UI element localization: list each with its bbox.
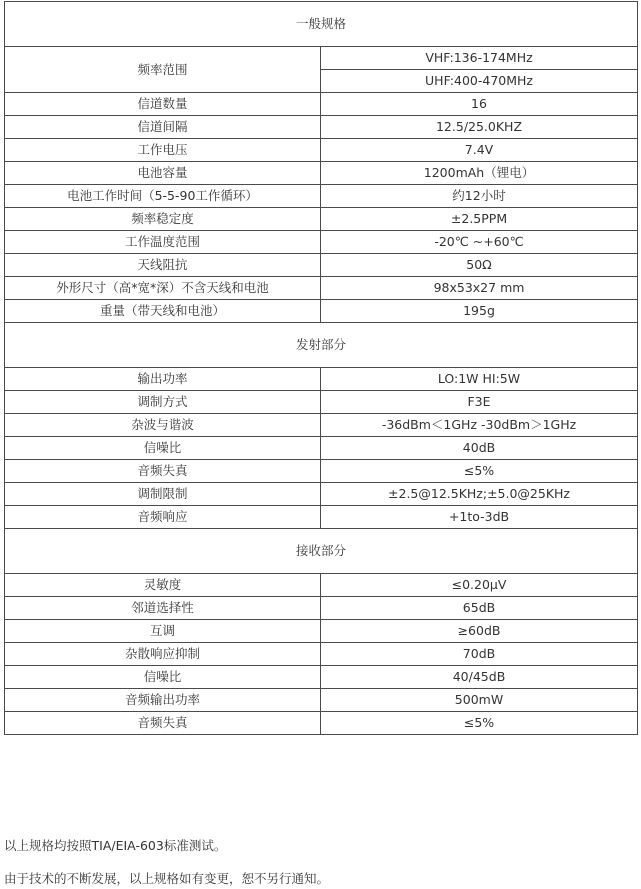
spec-label: 信道间隔 bbox=[5, 116, 321, 139]
spec-label: 调制方式 bbox=[5, 391, 321, 414]
spec-value: ≤5% bbox=[321, 460, 638, 483]
table-row bbox=[5, 139, 638, 162]
spec-label: 邻道选择性 bbox=[5, 597, 321, 620]
spec-value: 65dB bbox=[321, 597, 638, 620]
spec-label: 杂散响应抑制 bbox=[5, 643, 321, 666]
spec-label: 杂波与谐波 bbox=[5, 414, 321, 437]
spec-value: ≤0.20μV bbox=[321, 574, 638, 597]
table-row bbox=[5, 254, 638, 277]
spec-value: -20℃ ~+60℃ bbox=[321, 231, 638, 254]
table-row bbox=[5, 597, 638, 620]
table-row bbox=[5, 643, 638, 666]
spec-value: 50Ω bbox=[321, 254, 638, 277]
spec-value: 12.5/25.0KHZ bbox=[321, 116, 638, 139]
table-row bbox=[5, 93, 638, 116]
section-title: 接收部分 bbox=[5, 529, 638, 574]
spec-label: 信噪比 bbox=[5, 437, 321, 460]
spec-value: 7.4V bbox=[321, 139, 638, 162]
spec-label: 音频失真 bbox=[5, 460, 321, 483]
spec-value: UHF:400-470MHz bbox=[321, 70, 638, 93]
spec-value: 40dB bbox=[321, 437, 638, 460]
spec-label: 信道数量 bbox=[5, 93, 321, 116]
spec-value: 40/45dB bbox=[321, 666, 638, 689]
spec-value: ±2.5PPM bbox=[321, 208, 638, 231]
section-title: 一般规格 bbox=[5, 2, 638, 47]
spec-value: 70dB bbox=[321, 643, 638, 666]
spec-value: 500mW bbox=[321, 689, 638, 712]
section-title: 发射部分 bbox=[5, 323, 638, 368]
spec-value: 16 bbox=[321, 93, 638, 116]
spec-label: 音频失真 bbox=[5, 712, 321, 735]
spec-value: ±2.5@12.5KHz;±5.0@25KHz bbox=[321, 483, 638, 506]
table-row bbox=[5, 300, 638, 323]
spec-label: 互调 bbox=[5, 620, 321, 643]
spec-label: 重量（带天线和电池） bbox=[5, 300, 321, 323]
spec-label: 输出功率 bbox=[5, 368, 321, 391]
spec-value: F3E bbox=[321, 391, 638, 414]
spec-label: 外形尺寸（高*宽*深）不含天线和电池 bbox=[5, 277, 321, 300]
table-row bbox=[5, 231, 638, 254]
table-row bbox=[5, 368, 638, 391]
section-header-row bbox=[5, 2, 638, 47]
note-test-standard: 以上规格均按照TIA/EIA-603标准测试。 bbox=[4, 838, 227, 853]
spec-value: 1200mAh（锂电） bbox=[321, 162, 638, 185]
table-row bbox=[5, 506, 638, 529]
spec-label: 音频输出功率 bbox=[5, 689, 321, 712]
table-row bbox=[5, 574, 638, 597]
spec-value: +1to-3dB bbox=[321, 506, 638, 529]
table-row bbox=[5, 208, 638, 231]
table-row bbox=[5, 620, 638, 643]
table-row bbox=[5, 277, 638, 300]
table-row bbox=[5, 712, 638, 735]
spec-label: 电池容量 bbox=[5, 162, 321, 185]
spec-value: ≤5% bbox=[321, 712, 638, 735]
spec-value: 195g bbox=[321, 300, 638, 323]
table-row bbox=[5, 666, 638, 689]
spec-label: 信噪比 bbox=[5, 666, 321, 689]
spec-label: 灵敏度 bbox=[5, 574, 321, 597]
table-row bbox=[5, 437, 638, 460]
table-row bbox=[5, 460, 638, 483]
spec-value: 98x53x27 mm bbox=[321, 277, 638, 300]
note-change-disclaimer: 由于技术的不断发展，以上规格如有变更，恕不另行通知。 bbox=[4, 871, 330, 886]
section-header-row bbox=[5, 323, 638, 368]
spec-label: 工作温度范围 bbox=[5, 231, 321, 254]
table-row bbox=[5, 414, 638, 437]
spec-value: -36dBm＜1GHz -30dBm＞1GHz bbox=[321, 414, 638, 437]
spec-value: LO:1W HI:5W bbox=[321, 368, 638, 391]
spec-label: 频率范围 bbox=[5, 47, 321, 93]
spec-value: ≥60dB bbox=[321, 620, 638, 643]
spec-table bbox=[4, 1, 638, 735]
section-header-row bbox=[5, 529, 638, 574]
table-row bbox=[5, 47, 638, 70]
table-row bbox=[5, 689, 638, 712]
table-row bbox=[5, 391, 638, 414]
table-row bbox=[5, 185, 638, 208]
spec-label: 天线阻抗 bbox=[5, 254, 321, 277]
spec-label: 频率稳定度 bbox=[5, 208, 321, 231]
spec-label: 工作电压 bbox=[5, 139, 321, 162]
table-row bbox=[5, 162, 638, 185]
spec-label: 电池工作时间（5-5-90工作循环） bbox=[5, 185, 321, 208]
table-row bbox=[5, 116, 638, 139]
spec-value: VHF:136-174MHz bbox=[321, 47, 638, 70]
spec-value: 约12小时 bbox=[321, 185, 638, 208]
spec-label: 音频响应 bbox=[5, 506, 321, 529]
table-row bbox=[5, 483, 638, 506]
spec-label: 调制限制 bbox=[5, 483, 321, 506]
